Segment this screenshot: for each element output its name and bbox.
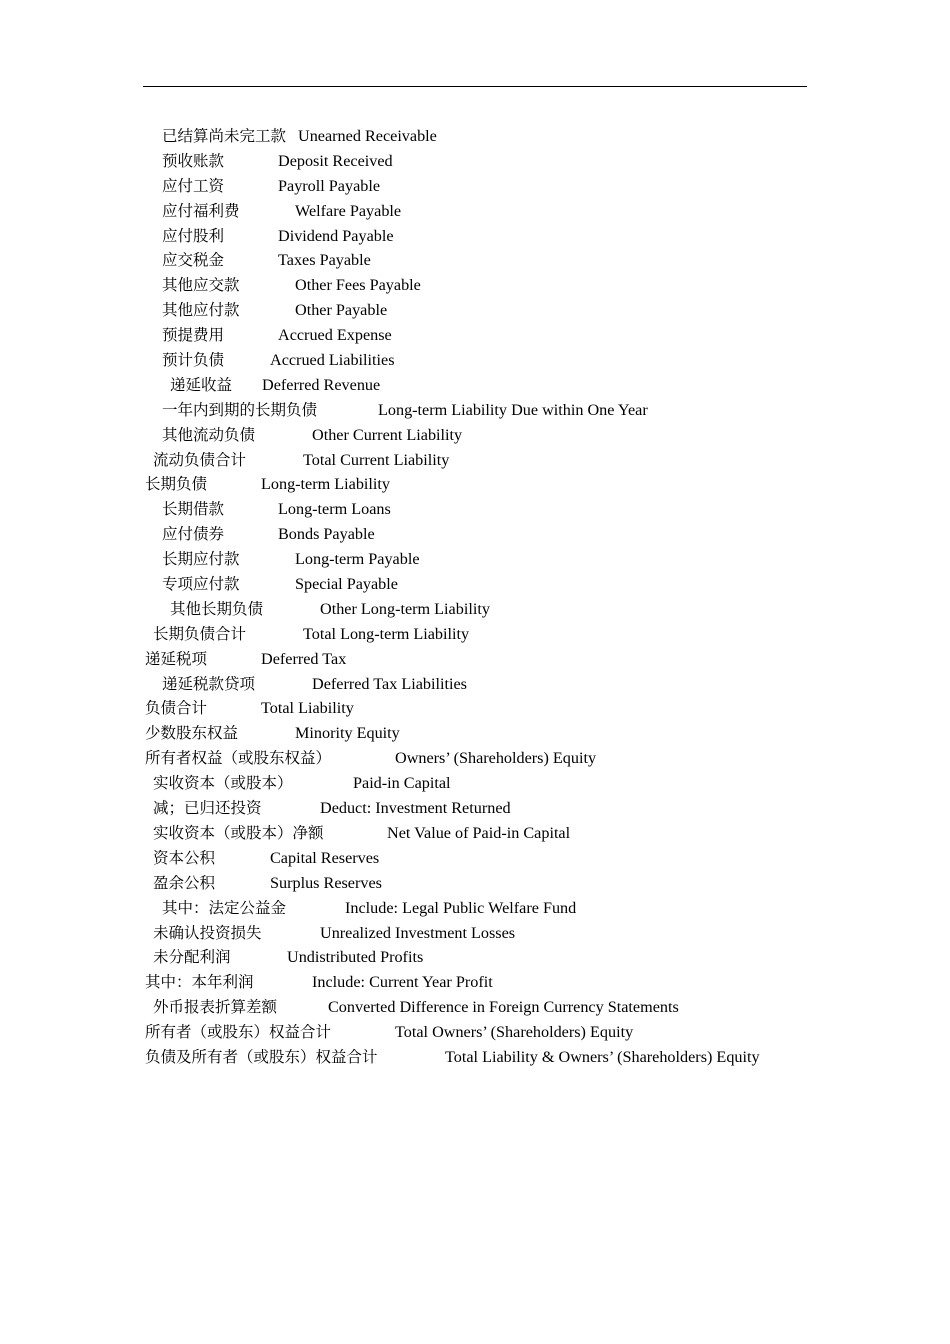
header-rule [143,86,807,87]
glossary-entry [0,672,950,697]
english-term: Minority Equity [295,724,400,743]
english-term: Other Current Liability [312,425,463,444]
english-term: Bonds Payable [278,525,375,544]
english-term: Owners’ (Shareholders) Equity [395,749,597,768]
chinese-term: 其中：法定公益金 [162,898,287,917]
glossary-entry [0,298,950,323]
chinese-term: 递延税款贷项 [162,674,256,693]
glossary-entry [0,522,950,547]
glossary-entry [0,348,950,373]
glossary-entry [0,448,950,473]
english-term: Other Fees Payable [295,276,421,295]
chinese-term: 所有者（或股东）权益合计 [145,1023,332,1042]
glossary-entry [0,647,950,672]
chinese-term: 资本公积 [153,848,216,867]
glossary-entry [0,224,950,249]
english-term: Include: Legal Public Welfare Fund [345,898,577,917]
glossary-entry [0,373,950,398]
glossary-entry [0,398,950,423]
chinese-term: 应交税金 [162,251,225,270]
glossary-entry [0,547,950,572]
english-term: Deferred Tax [261,649,347,668]
chinese-term: 其他应交款 [162,276,240,295]
chinese-term: 盈余公积 [153,873,216,892]
chinese-term: 长期负债合计 [153,624,247,643]
glossary-list [0,124,950,1070]
chinese-term: 长期借款 [162,500,225,519]
chinese-term: 预计负债 [162,351,225,370]
english-term: Long-term Liability [261,475,391,494]
chinese-term: 其他长期负债 [170,599,264,618]
english-term: Payroll Payable [278,176,381,195]
english-term: Long-term Loans [278,500,391,519]
english-term: Undistributed Profits [287,948,424,967]
english-term: Deduct: Investment Returned [320,799,511,818]
chinese-term: 外币报表折算差额 [153,998,278,1017]
chinese-term: 未分配利润 [153,948,231,967]
glossary-entry [0,821,950,846]
glossary-entry [0,497,950,522]
english-term: Paid-in Capital [353,774,451,793]
english-term: Deferred Tax Liabilities [312,674,467,693]
chinese-term: 预收账款 [162,151,225,170]
chinese-term: 已结算尚未完工款 [162,127,287,145]
english-term: Accrued Liabilities [270,351,395,370]
chinese-term: 其他流动负债 [162,425,256,444]
english-term: Dividend Payable [278,226,394,245]
glossary-entry [0,871,950,896]
chinese-term: 减；已归还投资 [153,799,262,818]
chinese-term: 长期负债 [145,475,208,494]
glossary-entry [0,771,950,796]
glossary-entry [0,796,950,821]
english-term: Capital Reserves [270,848,380,867]
english-term: Deposit Received [278,151,393,170]
glossary-entry [0,572,950,597]
glossary-entry [0,696,950,721]
chinese-term: 一年内到期的长期负债 [162,400,318,419]
chinese-term: 未确认投资损失 [153,923,262,942]
glossary-entry [0,472,950,497]
glossary-entry [0,323,950,348]
english-term: Total Long-term Liability [303,624,470,643]
glossary-entry [0,746,950,771]
english-term: Total Liability [261,699,354,718]
chinese-term: 其他应付款 [162,301,240,320]
glossary-entry [0,896,950,921]
glossary-entry [0,995,950,1020]
english-term: Total Current Liability [303,450,450,469]
chinese-term: 递延收益 [170,375,233,394]
english-term: Welfare Payable [295,201,402,220]
english-term: Taxes Payable [278,251,371,270]
english-term: Net Value of Paid-in Capital [387,823,571,842]
glossary-entry [0,622,950,647]
glossary-entry [0,597,950,622]
glossary-entry [0,149,950,174]
glossary-entry [0,248,950,273]
english-term: Surplus Reserves [270,873,382,892]
glossary-entry [0,124,950,149]
chinese-term: 负债合计 [145,699,208,718]
english-term: Unearned Receivable [298,127,437,145]
glossary-entry [0,945,950,970]
chinese-term: 负债及所有者（或股东）权益合计 [145,1047,378,1066]
chinese-term: 实收资本（或股本）净额 [153,823,324,842]
glossary-entry [0,721,950,746]
english-term: Long-term Payable [295,550,420,569]
chinese-term: 应付股利 [162,226,225,245]
chinese-term: 其中：本年利润 [145,973,254,992]
chinese-term: 少数股东权益 [145,724,239,743]
glossary-entry [0,1020,950,1045]
chinese-term: 应付债券 [162,525,225,544]
chinese-term: 专项应付款 [162,575,240,594]
english-term: Accrued Expense [278,326,392,345]
glossary-entry [0,846,950,871]
chinese-term: 递延税项 [145,649,208,668]
glossary-entry [0,921,950,946]
glossary-entry [0,1045,950,1070]
chinese-term: 长期应付款 [162,550,240,569]
glossary-entry [0,174,950,199]
glossary-entry [0,970,950,995]
glossary-entry [0,273,950,298]
english-term: Include: Current Year Profit [312,973,493,992]
chinese-term: 所有者权益（或股东权益） [145,749,332,768]
chinese-term: 应付工资 [162,176,225,195]
chinese-term: 预提费用 [162,326,225,345]
chinese-term: 应付福利费 [162,201,240,220]
chinese-term: 实收资本（或股本） [153,774,293,793]
english-term: Converted Difference in Foreign Currency Statements [328,998,679,1017]
glossary-entry [0,199,950,224]
english-term: Deferred Revenue [262,375,381,394]
english-term: Total Liability & Owners’ (Shareholders) Equity [445,1047,760,1066]
english-term: Total Owners’ (Shareholders) Equity [395,1023,634,1042]
english-term: Special Payable [295,575,398,594]
chinese-term: 流动负债合计 [153,450,247,469]
english-term: Other Long-term Liability [320,599,490,618]
english-term: Unrealized Investment Losses [320,923,516,942]
english-term: Long-term Liability Due within One Year [378,400,648,419]
english-term: Other Payable [295,301,388,320]
glossary-entry [0,423,950,448]
